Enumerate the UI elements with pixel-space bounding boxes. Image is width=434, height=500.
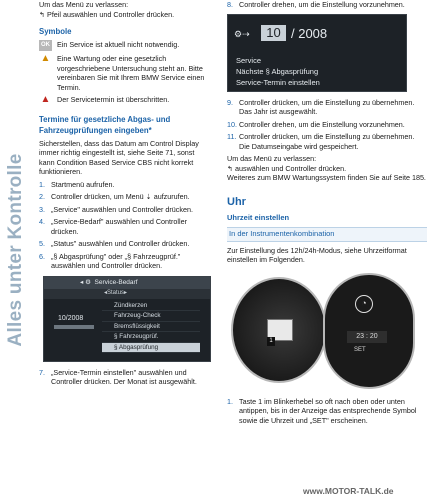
callout-number: 1 [267,337,275,346]
steps-list [39,180,211,271]
section-heading: Termine für gesetzliche Abgas- und Fahrzeugprüfungen eingeben* [39,115,171,135]
side-tab [0,0,28,500]
uhrzeit-heading: Uhrzeit einstellen [227,213,290,223]
overdue-icon: ▲ [40,94,51,106]
service-menu [102,301,200,354]
screen-date: 10/2008 [58,314,84,322]
list-item: 10. Controller drehen, um die Einstellung vorzunehmen. [227,119,405,129]
symbol-row-overdue [39,95,211,106]
menu-item[interactable]: Fahrzeug-Check [102,311,200,322]
clock-icon: ◔ [355,295,373,313]
band-heading: In der Instrumentenkombination [227,227,427,242]
list-item: 2. Controller drücken, um Menü ⇣ aufzurufen. [39,192,190,202]
steps-list-5 [227,397,427,426]
symbol-text: Ein Service ist aktuell nicht notwendig. [57,40,180,50]
symbol-text: Der Servicetermin ist überschritten. [57,95,170,105]
list-item: 8. Controller drehen, um die Einstellung vorzunehmen. [227,0,405,9]
warning-icon: ▲ [40,53,51,65]
steps-list-4 [227,98,427,152]
right-column [227,0,427,428]
menu-item[interactable]: Bremsflüssigkeit [102,322,200,333]
more-info: Weiteres zum BMW Wartungssystem finden Sie auf Seite 185. [227,173,426,182]
symbols-heading: Symbole [39,27,72,36]
list-item: 5. „Status" auswählen und Controller drücken. [39,239,190,249]
symbol-row-ok [39,40,211,51]
list-item: 11. Controller drücken, um die Einstellung zu übernehmen. Die Datumseingabe wird gespeichert. [227,132,415,151]
ok-icon: OK [39,40,52,51]
screen-subtitle: ◂ Status ▸ [44,289,210,299]
menu-item[interactable]: § Fahrzeugprüf. [102,332,200,343]
exit-line-1: Um das Menü zu verlassen: [227,154,317,163]
list-item: 6. „§ Abgasprüfung" oder „§ Fahrzeugprüf." auswählen und Controller drücken. [39,251,181,271]
steps-list-2 [39,368,211,387]
service-icon: ⚙⇢ [234,28,250,39]
list-item: 1. Startmenü aufrufen. [39,179,115,189]
watermark: www.MOTOR-TALK.de [303,486,394,496]
status-bar [54,325,94,329]
list-item: 9. Controller drücken, um die Einstellung zu übernehmen. Das Jahr ist ausgewählt. [227,97,415,116]
screen-title: ◂ ⚙ Service-Bedarf [44,277,210,289]
month-field[interactable]: 10 [261,25,286,41]
instrument-cluster-image [227,271,417,391]
list-item: 3. „Service" auswählen und Controller drücken. [39,204,193,214]
list-item: 1. Taste 1 im Blinkerhebel so oft nach oben oder unten antippen, bis in der Anzeige das entsprechende Symbol sowie die Uhrzeit und „SET" erscheinen. [227,396,417,425]
year-field[interactable]: / 2008 [291,25,328,41]
menu-item-selected[interactable]: § Abgasprüfung [102,343,200,354]
screen-lines: Service Nächste § Abgasprüfung Service-Termin einstellen [236,55,320,87]
uhr-heading: Uhr [227,195,246,208]
symbol-text: Eine Wartung oder eine gesetzlich vorgeschriebene Untersuchung steht an. Bitte vereinbaren Sie mit Ihrem BMW Service einen Termin. [57,54,205,92]
exit-line-2: ↰ auswählen und Controller drücken. [227,163,347,173]
steps-list-3 [227,0,427,10]
band-body: Zur Einstellung des 12h/24h-Modus, siehe Uhrzeitformat einstellen im Folgenden. [227,245,407,265]
service-status-screen [43,276,211,362]
menu-item[interactable]: Zündkerzen [102,301,200,312]
left-column [39,0,211,390]
list-item: 7. „Service-Termin einstellen" auswählen und Controller drücken. Der Monat ist ausgewählt. [39,367,197,387]
section-body: Sicherstellen, dass das Datum am Control Display immer richtig eingestellt ist, siehe Seite 71, sonst kann Condition Based Service CBS nicht korrekt funktionieren. [39,138,199,177]
side-tab-label: Alles unter Kontrolle [5,153,26,347]
symbol-row-warning [39,54,211,92]
intro-line-2: ↰ Pfeil auswählen und Controller drücken. [39,9,175,19]
intro-line-1: Um das Menü zu verlassen: [39,0,129,9]
list-item: 4. „Service-Bedarf" auswählen und Controller drücken. [39,217,187,236]
cluster-time: 23 : 20 [347,331,387,343]
service-date-screen [227,14,407,92]
cluster-set: SET [354,346,366,353]
